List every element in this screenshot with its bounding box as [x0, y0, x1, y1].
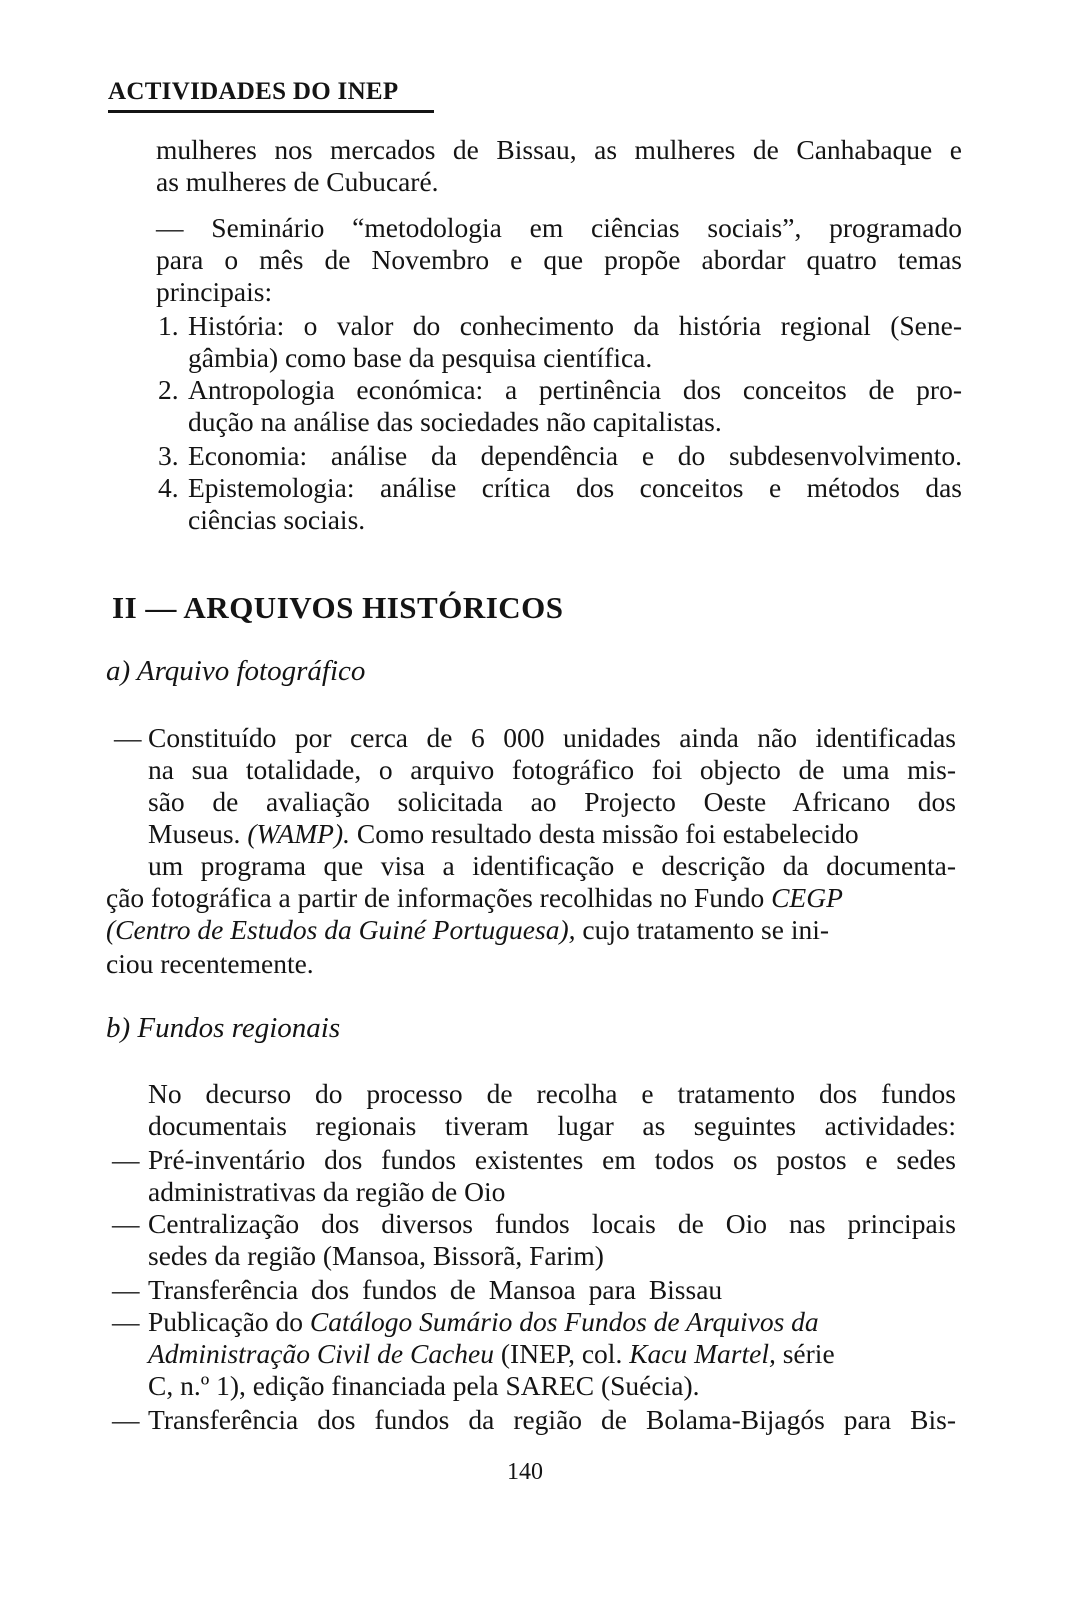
- seminar-line-1: — Seminário “metodologia em ciências sociais”, programado: [156, 212, 962, 243]
- theme-number: 1.: [158, 310, 179, 341]
- theme-1-line-1: História: o valor do conhecimento da história regional (Sene-: [188, 310, 962, 341]
- activity-4-line-1: [148, 1306, 956, 1338]
- photo-line-5: um programa que visa a identificação e descrição da documenta-: [148, 850, 956, 881]
- theme-2-line-1: Antropologia económica: a pertinência dos conceitos de pro-: [188, 374, 962, 405]
- theme-4-line-1: Epistemologia: análise crítica dos conceitos e métodos das: [188, 472, 962, 503]
- catalog-title-italic: Administração Civil de Cacheu: [148, 1338, 494, 1369]
- text: Museus.: [148, 818, 248, 849]
- text: Publicação do: [148, 1306, 310, 1337]
- seminar-line-2: para o mês de Novembro e que propõe abordar quatro temas: [156, 244, 962, 275]
- dash: —: [112, 1208, 140, 1239]
- theme-3-line-1: Economia: análise da dependência e do subdesenvolvimento.: [188, 440, 962, 471]
- dash: —: [112, 1144, 140, 1175]
- photo-line-7: [106, 914, 829, 946]
- text: série: [775, 1338, 835, 1369]
- funds-intro-line-1: No decurso do processo de recolha e tratamento dos fundos: [148, 1078, 956, 1109]
- dash: —: [112, 1404, 140, 1435]
- activity-2-line-2: sedes da região (Mansoa, Bissorã, Farim): [148, 1240, 604, 1271]
- page-number: 140: [507, 1459, 543, 1485]
- activity-5-line-1: Transferência dos fundos da região de Bolama-Bijagós para Bis-: [148, 1404, 956, 1435]
- theme-2-line-2: dução na análise das sociedades não capitalistas.: [188, 406, 722, 437]
- theme-number: 3.: [158, 440, 179, 471]
- photo-line-3: são de avaliação solicitada ao Projecto Oeste Africano dos: [148, 786, 956, 817]
- text: cujo tratamento se ini-: [575, 914, 830, 945]
- activity-4-line-2: [148, 1338, 956, 1370]
- photo-line-8: ciou recentemente.: [106, 948, 314, 979]
- subsection-heading-b: b) Fundos regionais: [106, 1012, 341, 1044]
- running-header: ACTIVIDADES DO INEP: [108, 78, 399, 105]
- catalog-title-italic: Catálogo Sumário dos Fundos de Arquivos da: [309, 1306, 819, 1337]
- activity-1-line-1: Pré-inventário dos fundos existentes em todos os postos e sedes: [148, 1144, 956, 1175]
- seminar-line-3: principais:: [156, 276, 273, 307]
- text: Como resultado desta missão foi estabelecido: [350, 818, 859, 849]
- activity-1-line-2: administrativas da região de Oio: [148, 1176, 506, 1207]
- activity-4-line-3: C, n.º 1), edição financiada pela SAREC (Suécia).: [148, 1370, 700, 1401]
- photo-line-2: na sua totalidade, o arquivo fotográfico foi objecto de uma mis-: [148, 754, 956, 785]
- subsection-heading-a: a) Arquivo fotográfico: [106, 655, 366, 687]
- wamp-italic: (WAMP).: [247, 818, 350, 849]
- photo-line-1: Constituído por cerca de 6 000 unidades ainda não identificadas: [148, 722, 956, 753]
- cegp-name-italic: (Centro de Estudos da Guiné Portuguesa),: [106, 914, 576, 945]
- cegp-italic: CEGP: [771, 882, 843, 913]
- activity-2-line-1: Centralização dos diversos fundos locais de Oio nas principais: [148, 1208, 956, 1239]
- photo-line-4: [148, 818, 956, 850]
- intro-line-2: as mulheres de Cubucaré.: [156, 166, 439, 197]
- text: (INEP, col.: [494, 1338, 630, 1369]
- activity-3-line-1: Transferência dos fundos de Mansoa para Bissau: [148, 1274, 723, 1305]
- funds-intro-line-2: documentais regionais tiveram lugar as seguintes actividades:: [148, 1110, 956, 1141]
- section-title: II — ARQUIVOS HISTÓRICOS: [112, 590, 564, 625]
- theme-number: 2.: [158, 374, 179, 405]
- theme-number: 4.: [158, 472, 179, 503]
- dash: —: [112, 1274, 140, 1305]
- header-rule: [108, 110, 434, 113]
- photo-line-6: [106, 882, 843, 914]
- collection-name-italic: Kacu Martel,: [629, 1338, 776, 1369]
- dash: —: [112, 1306, 140, 1337]
- text: ção fotográfica a partir de informações recolhidas no Fundo: [106, 882, 772, 913]
- theme-1-line-2: gâmbia) como base da pesquisa científica.: [188, 342, 653, 373]
- intro-line-1: mulheres nos mercados de Bissau, as mulheres de Canhabaque e: [156, 134, 962, 165]
- dash: —: [114, 722, 142, 753]
- theme-4-line-2: ciências sociais.: [188, 504, 366, 535]
